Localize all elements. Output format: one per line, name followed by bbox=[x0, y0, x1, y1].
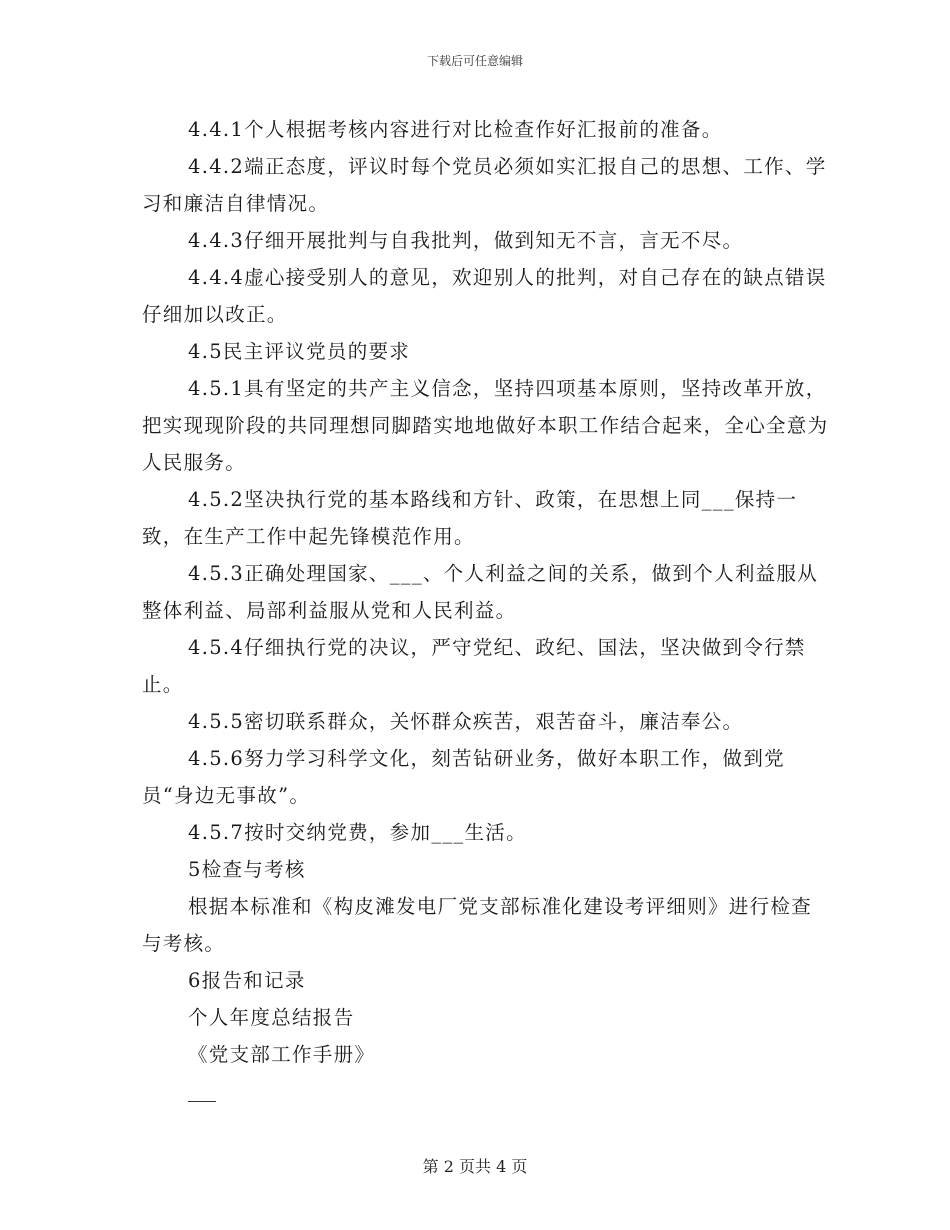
page-footer: 第 2 页共 4 页 bbox=[422, 1157, 528, 1176]
section-heading-6: 6报告和记录 bbox=[188, 969, 306, 992]
section-heading-4-5: 4.5民主评议党员的要求 bbox=[188, 340, 411, 363]
paragraph-4-5-7: 4.5.7按时交纳党费，参加___生活。 bbox=[188, 821, 527, 844]
paragraph-4-5-6: 4.5.6努力学习科学文化，刻苦钻研业务，做好本职工作，做到党员“身边无事故”。 bbox=[142, 747, 785, 807]
paragraph-4-5-4: 4.5.4仔细执行党的决议，严守党纪、政纪、国法，坚决做到令行禁止。 bbox=[142, 636, 806, 696]
record-item-work-manual: 《党支部工作手册》 bbox=[188, 1043, 376, 1066]
paragraph-4-5-1: 4.5.1具有坚定的共产主义信念，坚持四项基本原则，坚持改革开放，把实现现阶段的共同理想同脚踏实地地做好本职工作结合起来，全心全意为人民服务。 bbox=[142, 377, 829, 474]
section-heading-5: 5检查与考核 bbox=[188, 858, 306, 881]
paragraph-4-4-3: 4.4.3仔细开展批判与自我批判，做到知无不言，言无不尽。 bbox=[188, 229, 744, 252]
paragraph-4-4-2: 4.4.2端正态度，评议时每个党员必须如实汇报自己的思想、工作、学习和廉洁自律情况。 bbox=[142, 155, 827, 215]
paragraph-4-4-4: 4.4.4虚心接受别人的意见，欢迎别人的批判，对自己存在的缺点错误仔细加以改正。 bbox=[142, 266, 827, 326]
record-item-annual-report: 个人年度总结报告 bbox=[188, 1006, 355, 1029]
end-divider-line bbox=[188, 1101, 216, 1102]
document-body bbox=[142, 111, 832, 1073]
paragraph-4-4-1: 4.4.1个人根据考核内容进行对比检查作好汇报前的准备。 bbox=[188, 118, 723, 141]
paragraph-4-5-5: 4.5.5密切联系群众，关怀群众疾苦，艰苦奋斗，廉洁奉公。 bbox=[188, 710, 744, 733]
paragraph-5-body: 根据本标准和《构皮滩发电厂党支部标准化建设考评细则》进行检查与考核。 bbox=[142, 895, 813, 955]
page-header: 下载后可任意编辑 bbox=[426, 54, 523, 68]
paragraph-4-5-3: 4.5.3正确处理国家、___、个人利益之间的关系，做到个人利益服从整体利益、局部利益服从党和人民利益。 bbox=[142, 562, 819, 622]
paragraph-4-5-2: 4.5.2坚决执行党的基本路线和方针、政策，在思想上同___保持一致，在生产工作中起先锋模范作用。 bbox=[142, 488, 798, 548]
